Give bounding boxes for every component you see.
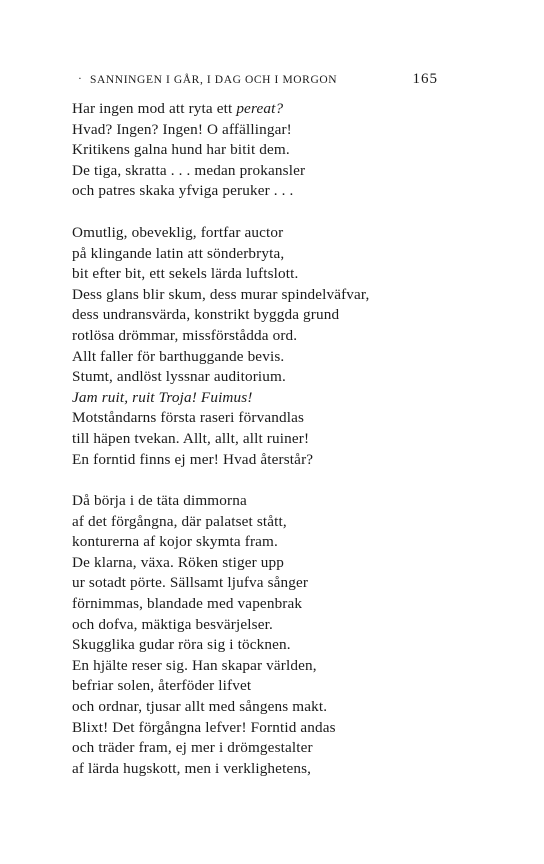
poem-line-text: förnimmas, blandade med vapenbrak — [72, 595, 303, 613]
header-bullet: · — [78, 73, 83, 85]
poem-line — [72, 326, 512, 347]
poem-line-text: Stumt, andlöst lyssnar auditorium. — [72, 368, 286, 386]
poem-line-text: Skugglika gudar röra sig i töcknen. — [72, 636, 291, 654]
poem-line — [72, 140, 512, 161]
poem-line-text: rotlösa drömmar, missförstådda ord. — [72, 326, 298, 344]
poem-line-text: på klingande latin att sönderbryta, — [72, 244, 285, 262]
poem-line — [72, 181, 512, 202]
poem-line-italic-text: Jam ruit, ruit Troja! Fuimus! — [72, 388, 253, 406]
poem-line — [72, 99, 512, 120]
poem-line — [72, 244, 512, 265]
poem-line — [72, 429, 512, 450]
poem-line-text: En forntid finns ej mer! Hvad återstår? — [72, 450, 314, 468]
poem-line — [72, 718, 512, 739]
poem-line-text: Omutlig, obeveklig, fortfar auctor — [72, 223, 284, 241]
poem-line — [72, 450, 512, 471]
poem-line-text: Hvad? Ingen? Ingen! O affällingar! — [72, 120, 292, 138]
poem-line — [72, 676, 512, 697]
poem-line-italic-text: pereat? — [236, 100, 284, 117]
poem-line — [72, 347, 512, 368]
poem-line-text: ur sotadt pörte. Sällsamt ljufva sånger — [72, 574, 309, 592]
poem-line — [72, 285, 512, 306]
poem-line — [72, 759, 512, 780]
poem-line-text: och träder fram, ej mer i drömgestalter — [72, 739, 313, 757]
poem-line-text: till häpen tvekan. Allt, allt, allt ruiner! — [72, 429, 310, 447]
poem-line — [72, 367, 512, 388]
poem-line — [72, 223, 512, 244]
poem-line — [72, 491, 512, 512]
poem-line — [72, 532, 512, 553]
running-header — [78, 72, 438, 92]
poem-line-text: af det förgångna, där palatset stått, — [72, 512, 287, 530]
poem-line — [72, 388, 512, 409]
poem-line-text: af lärda hugskott, men i verklighetens, — [72, 759, 312, 777]
poem-line — [72, 656, 512, 677]
poem-line-text: konturerna af kojor skymta fram. — [72, 533, 278, 551]
stanza — [72, 223, 512, 470]
poem-line — [72, 697, 512, 718]
poem-line-text: och ordnar, tjusar allt med sångens makt. — [72, 698, 328, 716]
poem-line-text: Kritikens galna hund har bitit dem. — [72, 141, 290, 159]
page-number: 165 — [412, 71, 438, 87]
poem-line — [72, 594, 512, 615]
poem-line-text: Blixt! Det förgångna lefver! Forntid andas — [72, 718, 336, 736]
poem-line-text: De klarna, växa. Röken stiger upp — [72, 553, 285, 571]
stanza — [72, 99, 512, 202]
poem-line — [72, 161, 512, 182]
poem-line — [72, 553, 512, 574]
poem-line — [72, 264, 512, 285]
poem-body — [72, 99, 512, 800]
poem-line — [72, 512, 512, 533]
poem-line — [72, 635, 512, 656]
running-title: SANNINGEN I GÅR, I DAG OCH I MORGON — [90, 74, 338, 86]
poem-line — [72, 738, 512, 759]
poem-line — [72, 615, 512, 636]
poem-line-text: Motståndarns första raseri förvandlas — [72, 409, 305, 427]
poem-line — [72, 573, 512, 594]
poem-line-text: En hjälte reser sig. Han skapar världen, — [72, 656, 317, 674]
poem-line-text: bit efter bit, ett sekels lärda luftslott. — [72, 265, 299, 283]
poem-line — [72, 408, 512, 429]
poem-line-text: Dess glans blir skum, dess murar spindelväfvar, — [72, 285, 370, 303]
poem-line-text: dess undransvärda, konstrikt byggda grund — [72, 306, 340, 324]
stanza — [72, 491, 512, 779]
poem-line-text: Har ingen mod att ryta ett — [72, 100, 237, 117]
poem-line-text: och patres skaka yfviga peruker . . . — [72, 182, 294, 200]
poem-line-text: De tiga, skratta . . . medan prokansler — [72, 161, 306, 179]
poem-line — [72, 305, 512, 326]
poem-line-text: Allt faller för barthuggande bevis. — [72, 347, 285, 365]
poem-line-text: Då börja i de täta dimmorna — [72, 492, 247, 510]
poem-line-text: befriar solen, återföder lifvet — [72, 677, 252, 695]
poem-line — [72, 120, 512, 141]
poem-line-text: och dofva, mäktiga besvärjelser. — [72, 615, 273, 633]
